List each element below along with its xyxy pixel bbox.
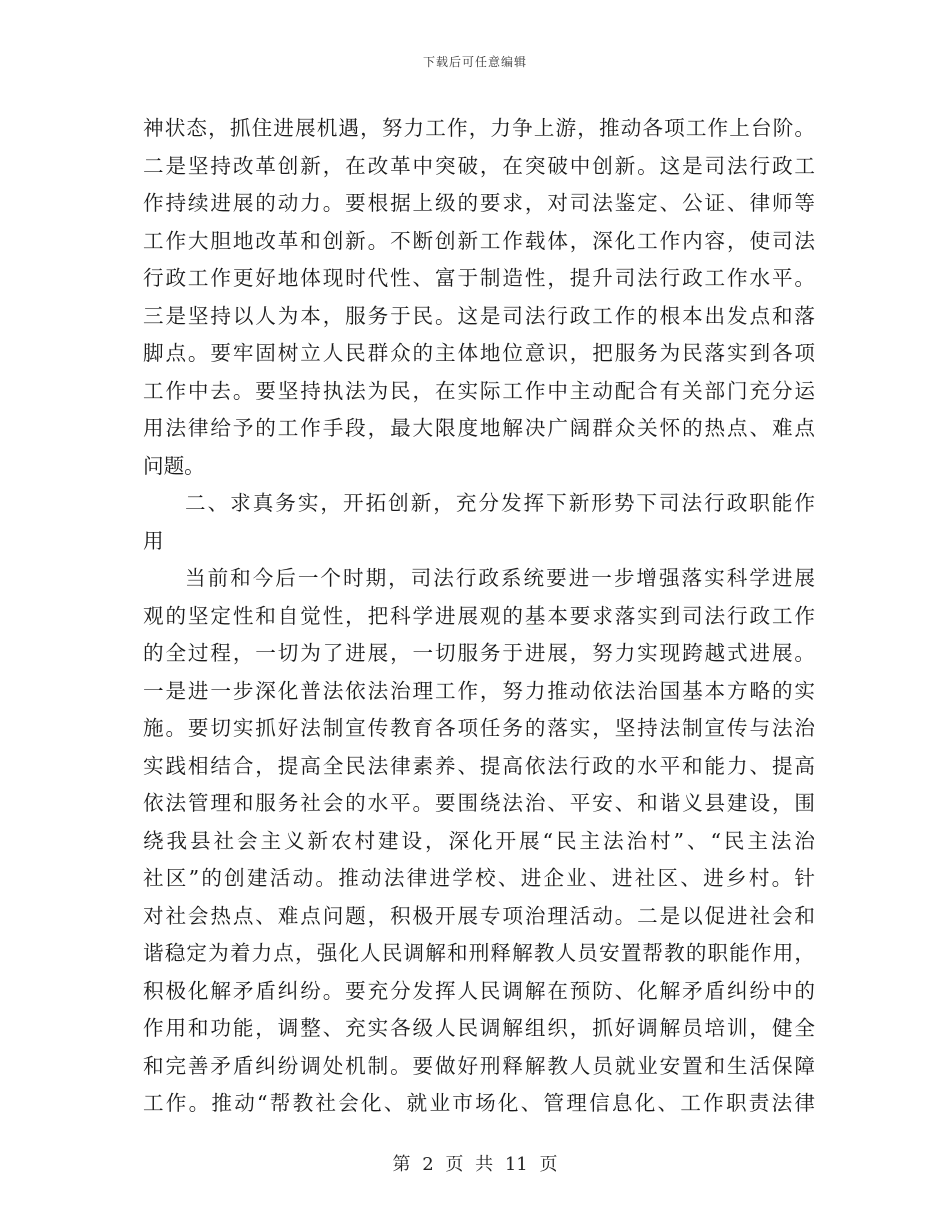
text-line: 作用和功能，调整、充实各级人民调解组织，抓好调解员培训，健全 — [143, 1016, 815, 1040]
text-line: 问题。 — [143, 453, 205, 478]
text-line: 神状态，抓住进展机遇，努力工作，力争上游，推动各项工作上台阶。 — [143, 116, 815, 140]
text-line: 和完善矛盾纠纷调处机制。要做好刑释解教人员就业安置和生活保障 — [143, 1053, 815, 1078]
page-number: 第 2 页 共 11 页 — [392, 1154, 558, 1175]
text-line: 观的坚定性和自觉性，把科学进展观的基本要求落实到司法行政工作 — [143, 603, 815, 628]
text-line: 三是坚持以人为本，服务于民。这是司法行政工作的根本出发点和落 — [143, 303, 815, 328]
page-header: 下载后可任意编辑 — [422, 55, 527, 69]
text-line: 一是进一步深化普法依法治理工作，努力推动依法治国基本方略的实 — [143, 678, 815, 703]
text-line: 工作中去。要坚持执法为民，在实际工作中主动配合有关部门充分运 — [143, 378, 815, 403]
text-line: 二是坚持改革创新，在改革中突破，在突破中创新。这是司法行政工 — [143, 153, 815, 178]
section-heading-line: 用 — [143, 528, 164, 553]
text-line: 对社会热点、难点问题，积极开展专项治理活动。二是以促进社会和 — [143, 903, 815, 928]
text-line: 的全过程，一切为了进展，一切服务于进展，努力实现跨越式进展。 — [143, 641, 815, 665]
text-line: 用法律给予的工作手段，最大限度地解决广阔群众关怀的热点、难点 — [143, 416, 815, 440]
document-body — [143, 110, 815, 1123]
text-line: 依法管理和服务社会的水平。要围绕法治、平安、和谐义县建设，围 — [143, 791, 815, 815]
text-line: 积极化解矛盾纠纷。要充分发挥人民调解在预防、化解矛盾纠纷中的 — [143, 978, 815, 1003]
text-line: 工作大胆地改革和创新。不断创新工作载体，深化工作内容，使司法 — [143, 228, 815, 253]
text-line: 社区”的创建活动。推动法律进学校、进企业、进社区、进乡村。针 — [143, 866, 815, 890]
section-heading-line: 二、求真务实，开拓创新，充分发挥下新形势下司法行政职能作 — [185, 491, 815, 515]
text-line: 作持续进展的动力。要根据上级的要求，对司法鉴定、公证、律师等 — [143, 191, 815, 215]
text-line: 行政工作更好地体现时代性、富于制造性，提升司法行政工作水平。 — [143, 266, 815, 290]
text-line: 脚点。要牢固树立人民群众的主体地位意识，把服务为民落实到各项 — [143, 341, 815, 365]
text-line: 施。要切实抓好法制宣传教育各项任务的落实，坚持法制宣传与法治 — [143, 716, 815, 740]
text-line: 实践相结合，提高全民法律素养、提高依法行政的水平和能力、提高 — [143, 753, 815, 778]
text-line: 绕我县社会主义新农村建设，深化开展“民主法治村”、“民主法治 — [143, 828, 815, 853]
text-line: 当前和今后一个时期，司法行政系统要进一步增强落实科学进展 — [185, 566, 815, 590]
text-line: 谐稳定为着力点，强化人民调解和刑释解教人员安置帮教的职能作用， — [143, 941, 815, 965]
text-line: 工作。推动“帮教社会化、就业市场化、管理信息化、工作职责法律 — [143, 1091, 815, 1115]
